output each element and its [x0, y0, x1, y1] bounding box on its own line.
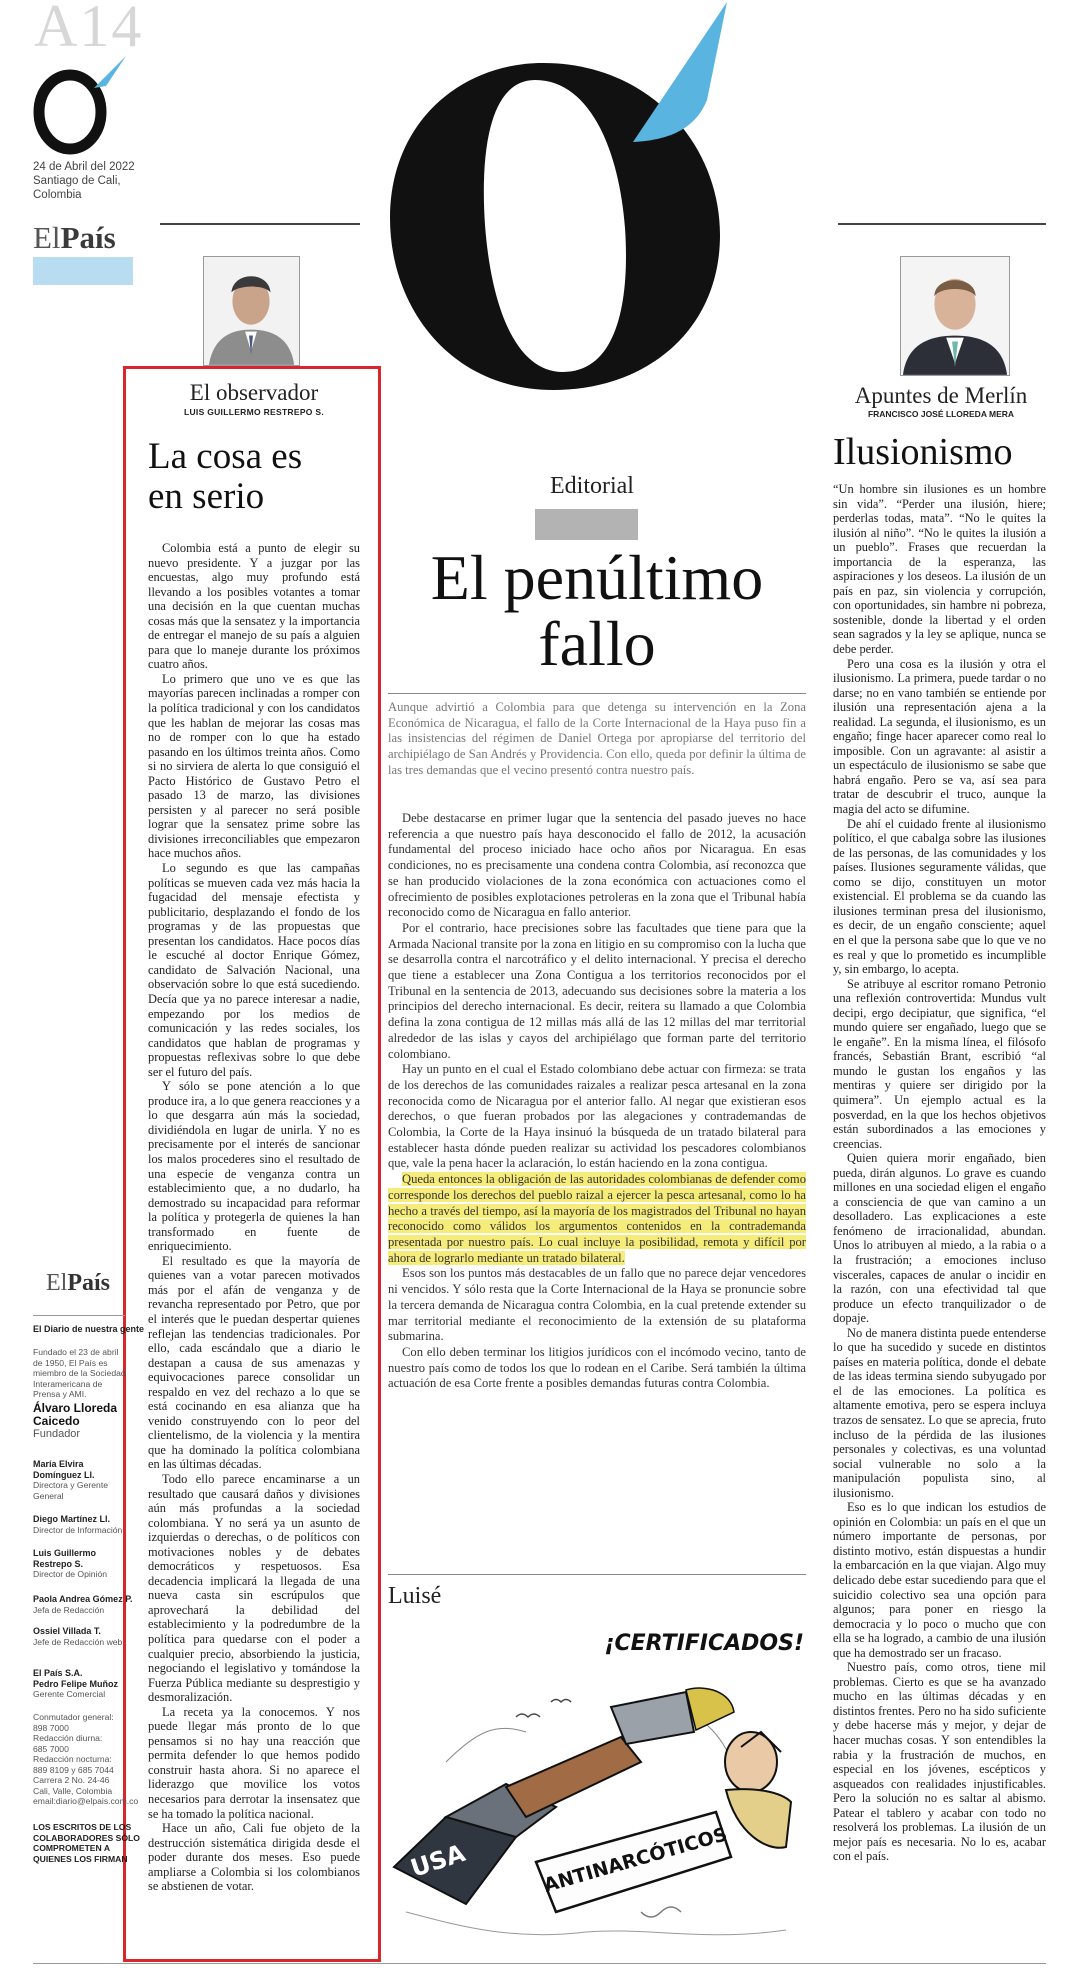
- big-o-logo-icon: [385, 0, 730, 390]
- right-column-author: FRANCISCO JOSÉ LLOREDA MERA: [867, 409, 1015, 419]
- editorial-headline: El penúltimo fallo: [430, 542, 764, 679]
- paragraph: Todo ello parece encaminarse a un resultado que causará daños y divisiones aún más profundas a la sociedad colombiana. Y no será ya un asunto de izquierdas o derechas, o de políticos con motivaciones nobles y de debates democráticos y respetuosos. Esa decadencia implicará la llegada de una nueva casta sin escrúpulos que aprovechará la debilidad del establecimiento y la podredumbre de la política para quedarse con el poder a cualquier precio, absorbiendo la justicia, negociando el legislativo y tomándose la Fuerza Pública mediante su desprestigio y desmoralización.: [148, 1472, 360, 1705]
- bottom-rule: [33, 1963, 1046, 1964]
- editorial-label: Editorial: [550, 473, 634, 499]
- paragraph: El resultado es que la mayoría de quienes van a votar parecen motivados más por el afán de venganza y de revancha representado por Petro, que por el interés que le puedan despertar quienes reflejan las tendencias tradicionales. Por ello, cada escándalo que a diario le destapan a causa de sus amenazas y equivocaciones parece consolidar un respaldo en vez del rechazo a lo que se está cocinando en esa alianza que ha venido construyendo con lo peor del clientelismo, de la violencia y la mentira que ha dominado la política colombiana en las últimas décadas.: [148, 1253, 360, 1472]
- paragraph: No de manera distinta puede entenderse lo que ha sucedido y sucede en distintos países en materia política, donde el debate de las ideas termina siendo subyugado por el de las emociones. La política es altamente emotiva, pero se espera incluya trazos de sensatez. Lo que se aprecia, fruto incluso de la pérdida de las ilusiones personales y colectivas, es una voluntad social vulnerable no solo a la manipulación populista sino, al ilusionismo.: [833, 1325, 1046, 1500]
- paragraph: De ahí el cuidado frente al ilusionismo político, el que cabalga sobre las ilusiones de las personas, de las comunidades y los países. Ilusiones seguramente válidas, que como se dijo, constituyen un motor existencial. El problema se da cuando las ilusiones terminan presa del ilusionismo, es decir, de un engaño consciente; aquel en el que la persona sabe que lo que ve no es real y que lo prometido es incumplible y, sin embargo, lo acepta.: [833, 816, 1046, 977]
- masthead-contact: Conmutador general: 898 7000 Redacción diurna: 685 7000 Redacción nocturna: 889 8109 y 685 7044 Carrera 2 No. 24-46 Cali, Valle, Colombia email:diario@elpais.com.co: [33, 1712, 139, 1806]
- masthead-founder: Álvaro Lloreda Caicedo Fundador: [33, 1401, 118, 1440]
- brand-logo: ElPaís: [33, 220, 116, 255]
- masthead-staff-2: Luis Guillermo Restrepo S. Director de Opinión: [33, 1548, 108, 1579]
- cartoon-usa-label: USA: [407, 1838, 469, 1883]
- masthead-rule: [33, 1315, 125, 1316]
- column-author: LUIS GUILLERMO RESTREPO S.: [183, 407, 325, 417]
- paragraph: Esos son los puntos más destacables de un fallo que no parece dejar vencedores ni vencidos. Y sólo resta que la Corte Internacional de la Haya se pronuncie sobre la tercera demanda de Nicaragua contra Colombia, en la cual pretende extender su mar territorial mediante el reconocimiento de la extensión de su plataforma submarina.: [388, 1266, 806, 1344]
- paragraph: “Un hombre sin ilusiones es un hombre sin vida”. “Perder una ilusión, hiere; perderlas todas, mata”. “No le quites la ilusión al niño”. “No le quites la ilusión a un pueblo”. Frases que recuerdan la importancia de la esperanza, las aspiraciones y los deseos. La ilusión de un país en paz, sin violencia y corrupción, con oportunidades, sin hambre ni pobreza, sostenible, donde la libertad y el orden sean sagrados y la ley se aplique, nunca se debe perder.: [833, 482, 1046, 657]
- paragraph: Eso es lo que indican los estudios de opinión en Colombia: un país en el que un número importante de personas, por distinto motivo, están dispuestas a hundir la embarcación en la que viajan. Algo muy delicado debe estar sucediendo para que el suicidio colectivo sea una opción para algunos; para poner en riesgo la democracia y lo poco o mucho que con ella se ha logrado, a cambio de una ilusión que ha demostrado ser un fracaso.: [833, 1500, 1046, 1660]
- masthead-company: El País S.A. Pedro Felipe Muñoz Gerente Comercial: [33, 1668, 119, 1699]
- paragraph: Debe destacarse en primer lugar que la sentencia del pasado jueves no hace referencia a que nuestro país haya desconocido el fallo de 2012, la acusación fundamental del proceso iniciado hace ocho años por Nicaragua. En esas condiciones, no es precisamente una condena contra Colombia, así reconozca que se han producido violaciones de la zona económica con actuaciones como el ofrecimiento de posibles explotaciones petroleras en la zona que el Tribunal había reconocido como de Nicaragua en fallo anterior.: [388, 811, 806, 920]
- column-headline: La cosa es en serio: [148, 436, 303, 517]
- header-rule-left: [160, 223, 360, 225]
- paragraph: Con ello deben terminar los litigios jurídicos con el incómodo vecino, tanto de nuestro país como de todos los que lo rodean en el Caribe. Será también la última actuación de esa Corte frente a posibles demandas futuras contra Colombia.: [388, 1344, 806, 1391]
- masthead-staff-4: Ossiel Villada T. Jefe de Redacción web: [33, 1626, 123, 1647]
- paragraph: Hace un año, Cali fue objeto de la destrucción sistemática dirigida desde el poder durante dos meses. Eso puede ampliarse a Colombia si los colombianos se abstienen de votar.: [148, 1821, 360, 1894]
- right-column-section-title: Apuntes de Merlín: [854, 383, 1028, 408]
- column-body: [128, 541, 380, 1894]
- opinion-column-left: [128, 366, 380, 1894]
- paragraph: Colombia está a punto de elegir su nuevo presidente. Y a juzgar por las encuestas, algo muy profundo está llevando a los posibles votantes a tomar una decisión en la que cuentan muchas cosas más que la sensatez y la importancia de entregar el manejo de su país a alguien para que lo maneje durante los próximos cuatro años.: [148, 541, 360, 672]
- masthead-staff-0: María Elvira Domínguez Ll. Directora y Gerente General: [33, 1459, 108, 1501]
- editorial-bar: [535, 509, 638, 540]
- masthead-staff-1: Diego Martínez Ll. Director de Información: [33, 1514, 123, 1535]
- editorial-rule: [388, 693, 806, 694]
- paragraph: Quien quiera morir engañado, bien pueda, dirán algunos. Lo grave es cuando millones en una sociedad eligen el engaño a consciencia de que van camino a un desolladero. Las explicaciones a este fenómeno de irracionalidad, abundan. Unos lo atribuyen al miedo, a la rabia o a la frustración; a emociones incluso viscerales, capaces de anular o incidir en la razón, con una efectividad tal que produce un efecto tranquilizador o de dopaje.: [833, 1151, 1046, 1326]
- cartoonist-name: Luisé: [388, 1583, 442, 1609]
- paragraph: Hay un punto en el cual el Estado colombiano debe actuar con firmeza: se trata de los derechos de las comunidades raizales a realizar pesca artesanal en la zona reconocida como de Nicaragua por el anterior fallo. Al negar que existieran esos derechos, o que fueran probados por las alegaciones y contrademandas de Colombia, la Corte de la Haya insinuó la búsqueda de un tratado bilateral para establecer hasta dónde pueden realizar su actividad los pescadores colombianos que, vale la pena hacer la aclaración, lo están haciendo en la zona contigua.: [388, 1062, 806, 1171]
- cartoon-sign-label: ANTINARCÓTICOS: [541, 1823, 730, 1897]
- paragraph: Se atribuye al escritor romano Petronio una reflexión controvertida: Mundus vult decipi, ergo decipiatur, que significa, “el mundo quiere ser engañado, luego que se le engañe”. En la misma línea, el filósofo francés, Sebastián Brant, escribió “al mundo le gustan los engaños y las mentiras y quiere ser dirigido por la quimera”. Un ejemplo actual es la posverdad, en la que los hechos objetivos están subordinados a las emociones y creencias.: [833, 976, 1046, 1151]
- paragraph: Nuestro país, como otros, tiene mil problemas. Cierto es que se ha avanzado mucho en las últimas décadas y en distintos frentes. Pero no ha sido suficiente y debe hacerse más y mejor, y dejar de hacer muchas cosas. Y son entendibles la rabia y la frustración de muchos, en especial en los jóvenes, escépticos y asqueados con realidades injustificables. Pero la solución no es saltar al abismo. Patear el tablero y acabar con todo no resolverá los problemas. La ilusión de un mejor país es necesaria. No lo es, acabar con el país.: [833, 1660, 1047, 1864]
- editorial-body: [388, 811, 806, 1392]
- highlighted-paragraph: Queda entonces la obligación de las autoridades colombianas de defender como corresponde los derechos del pueblo raizal a ejercer la pesca artesanal, como lo ha hecho a través del tiempo, así la mayoría de los magistrados del Tribunal no hayan reconocido como válidos los argumentos contenidos en la contrademanda presentada por nuestro país. Lo cual incluye la posibilidad, remota y difícil por ahora de lograrlo mediante un tratado bilateral.: [388, 1172, 806, 1265]
- header-rule-right: [838, 223, 1046, 225]
- editorial-cartoon: [386, 1612, 808, 1957]
- author-photo-restrepo: [203, 256, 300, 366]
- paragraph: Y sólo se pone atención a lo que produce ira, a lo que genera reacciones y a lo que desgarra aún más la sociedad, dividiéndola en lugar de unirla. Y no es precisamente por el interés de sancionar los malos procederes sino el resultado de una especie de venganza contra un establecimiento que, a no dudarlo, ha demostrado su incapacidad para reformar la política y protegerla de quienes la han transformado en fuente de enriquecimiento.: [148, 1079, 360, 1254]
- paragraph: La receta ya la conocemos. Y nos puede llegar más pronto de lo que pensamos si no hay una reacción que permita defender lo que hemos podido construir hasta ahora. Si no aparece el liderazgo que movilice los votos necesarios para derrotar la insensatez que se ha tomado la política nacional.: [148, 1704, 360, 1821]
- paragraph: Pero una cosa es la ilusión y otra el ilusionismo. La primera, puede tardar o no darse; no en vano también se entiende por ilusión una representación ajena a la realidad. La segunda, el ilusionismo, es un engaño; finge hacer aparecer como real lo imposible. Con un agravante: al asistir a un espectáculo de ilusionismo se sabe que habrá engaño. Pero se va, así sea para tratar de descubrir el truco, aunque la magia del acto se difumine.: [833, 656, 1046, 817]
- right-column-headline: Ilusionismo: [833, 431, 1013, 473]
- page-number: A14: [34, 0, 144, 59]
- right-column-body: [833, 482, 1046, 1864]
- masthead-founded: Fundado el 23 de abril de 1950, El País es miembro de la Sociedad Interamericana de Prensa y AMI.: [33, 1347, 126, 1399]
- o-logo-icon: [34, 48, 129, 153]
- column-section-title: El observador: [189, 380, 319, 405]
- cartoon-rule: [388, 1574, 806, 1575]
- paragraph: Lo primero que uno ve es que las mayorías parecen inclinadas a romper con la política tradicional y con los candidatos que les hablan de mejorar las cosas mas no de romper con lo que ha estado pasando en los últimos treinta años. Como si no sirviera de alerta lo que consiguió el Pacto Histórico de Gustavo Petro el pasado 13 de marzo, las divisiones persisten y al parecer no será posible lograr que la sensatez prime sobre las divisiones irreconciliables que empezaron hace muchos años.: [148, 671, 360, 861]
- paragraph: Lo segundo es que las campañas políticas se mueven cada vez más hacia la fugacidad del mensaje efectista y publicitario, desplazando el fondo de los programas y de las propuestas que presentan los candidatos. Hace pocos días le escuché al doctor Enrique Gómez, candidato de Salvación Nacional, una observación sobre lo que está sucediendo. Decía que ya no parece interesar a nadie, empezando por los medios de comunicación y las redes sociales, los candidatos que hablan de programas y propuestas reflexivas sobre lo que debe ser el futuro del país.: [148, 861, 360, 1079]
- masthead-staff-3: Paola Andrea Gómez P. Jefa de Redacción: [33, 1594, 133, 1615]
- date-line: 24 de Abril del 2022 Santiago de Cali, Colombia: [33, 161, 135, 201]
- author-photo-lloreda: [900, 256, 1010, 376]
- brand-color-bar: [33, 257, 133, 285]
- paragraph: Por el contrario, hace precisiones sobre las facultades que tiene para que la Armada Nacional transite por la zona en litigio en su compromiso con la lucha que se desarrolla contra el narcotráfico y el delito internacional. Y precisa el derecho que tiene a establecer una Zona Contigua a los territorios reconocidos por el Tribunal en la sentencia de 2013, adecuando sus decisiones sobre la materia a los principios del derecho internacional. Es decir, reitera su llamado a que Colombia defina la zona contigua de 12 millas más allá de las 12 millas del mar territorial alrededor de las islas y cayos del archipiélago que forman parte del territorio colombiano.: [388, 920, 806, 1061]
- masthead-disclaimer: LOS ESCRITOS DE LOS COLABORADORES SÓLO COMPROMETEN A QUIENES LOS FIRMAN: [33, 1822, 140, 1864]
- masthead-brand: ElPaís: [46, 1270, 110, 1296]
- editorial-lead: Aunque advirtió a Colombia para que detenga su intervención en la Zona Económica de Nicaragua, el fallo de la Corte Internacional de la Haya puso fin a las insistencias del régimen de Daniel Ortega por apropiarse del territorio del archipiélago de San Andrés y Providencia. Con ello, queda por definir la última de las tres demandas que el vecino presentó contra nuestro país.: [388, 700, 806, 777]
- masthead-tagline: El Diario de nuestra gente: [33, 1324, 145, 1334]
- cartoon-caption: ¡CERTIFICADOS!: [604, 1631, 804, 1656]
